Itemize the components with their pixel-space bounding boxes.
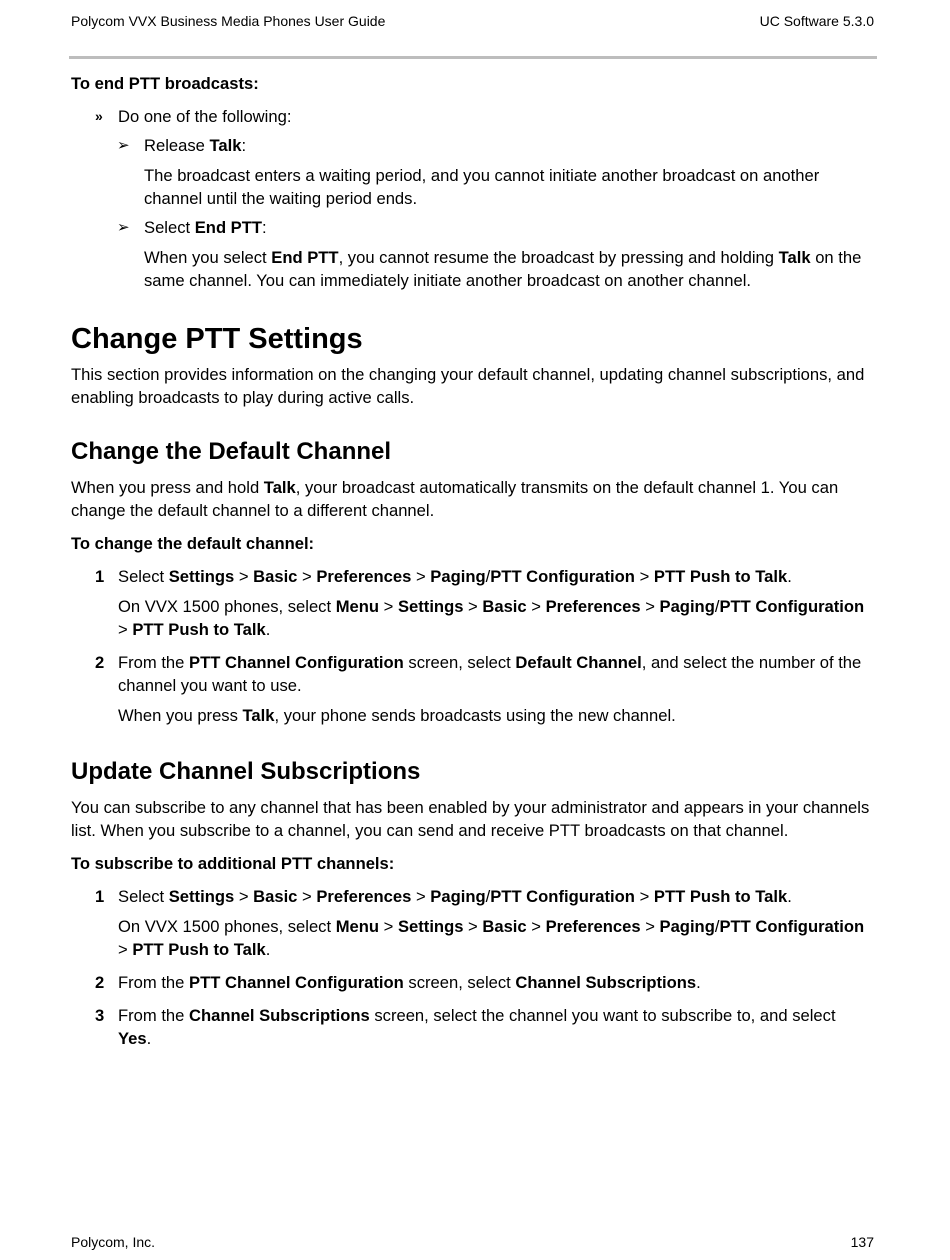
header-version: UC Software 5.3.0 [759,13,874,29]
subscriptions-step-3: 3 From the Channel Subscriptions screen, select the channel you want to subscribe to, and select Yes. [95,1006,836,1048]
end-ptt-option-end-desc: When you select End PTT, you cannot resume the broadcast by pressing and holding Talk on the same channel. You can immediately initiate another broadcast on another channel. [144,248,862,290]
end-ptt-option-release-desc: The broadcast enters a waiting period, and you cannot initiate another broadcast on another channel until the waiting period ends. [144,166,820,208]
subscriptions-step-1-note: On VVX 1500 phones, select Menu > Settings > Basic > Preferences > Paging/PTT Configuration > PTT Push to Talk. [118,917,865,959]
footer-company: Polycom, Inc. [71,1234,156,1250]
end-ptt-option-end: ➢ Select End PTT: [117,218,267,237]
default-channel-procedure-heading: To change the default channel: [71,534,315,553]
subscriptions-procedure-heading: To subscribe to additional PTT channels: [71,854,395,873]
section-title-change-ptt-settings: Change PTT Settings [71,323,363,355]
default-channel-step-2-note: When you press Talk, your phone sends broadcasts using the new channel. [118,706,676,725]
section-title-default-channel: Change the Default Channel [71,438,392,465]
bullet-icon: » [95,108,103,124]
end-ptt-option-release: ➢ Release Talk: [117,136,247,155]
header-rule [69,56,877,59]
default-channel-step-1: 1 Select Settings > Basic > Preferences > Paging/PTT Configuration > PTT Push to Talk. [95,567,792,586]
change-settings-intro: This section provides information on the changing your default channel, updating channel subscriptions, and enabling broadcasts to play during active calls. [71,365,865,407]
arrow-bullet-icon: ➢ [117,137,130,154]
end-ptt-intro: » Do one of the following: [95,107,292,126]
default-channel-step-2: 2 From the PTT Channel Configuration screen, select Default Channel, and select the number of the channel you want to use. [95,653,862,695]
subscriptions-step-2: 2 From the PTT Channel Configuration screen, select Channel Subscriptions. [95,973,701,992]
section-title-update-subscriptions: Update Channel Subscriptions [71,758,421,785]
page-number: 137 [850,1234,874,1250]
subscriptions-intro: You can subscribe to any channel that has been enabled by your administrator and appears in your channels list. When you subscribe to a channel, you can send and receive PTT broadcasts on that channel. [71,798,870,840]
page-content [71,72,871,1050]
header-title: Polycom VVX Business Media Phones User Guide [71,13,386,29]
subscriptions-step-1: 1 Select Settings > Basic > Preferences > Paging/PTT Configuration > PTT Push to Talk. [95,887,792,906]
default-channel-intro: When you press and hold Talk, your broadcast automatically transmits on the default channel 1. You can change the default channel to a different channel. [71,478,839,520]
default-channel-step-1-note: On VVX 1500 phones, select Menu > Settings > Basic > Preferences > Paging/PTT Configuration > PTT Push to Talk. [118,597,865,639]
arrow-bullet-icon: ➢ [117,219,130,236]
end-ptt-heading: To end PTT broadcasts: [71,74,259,93]
